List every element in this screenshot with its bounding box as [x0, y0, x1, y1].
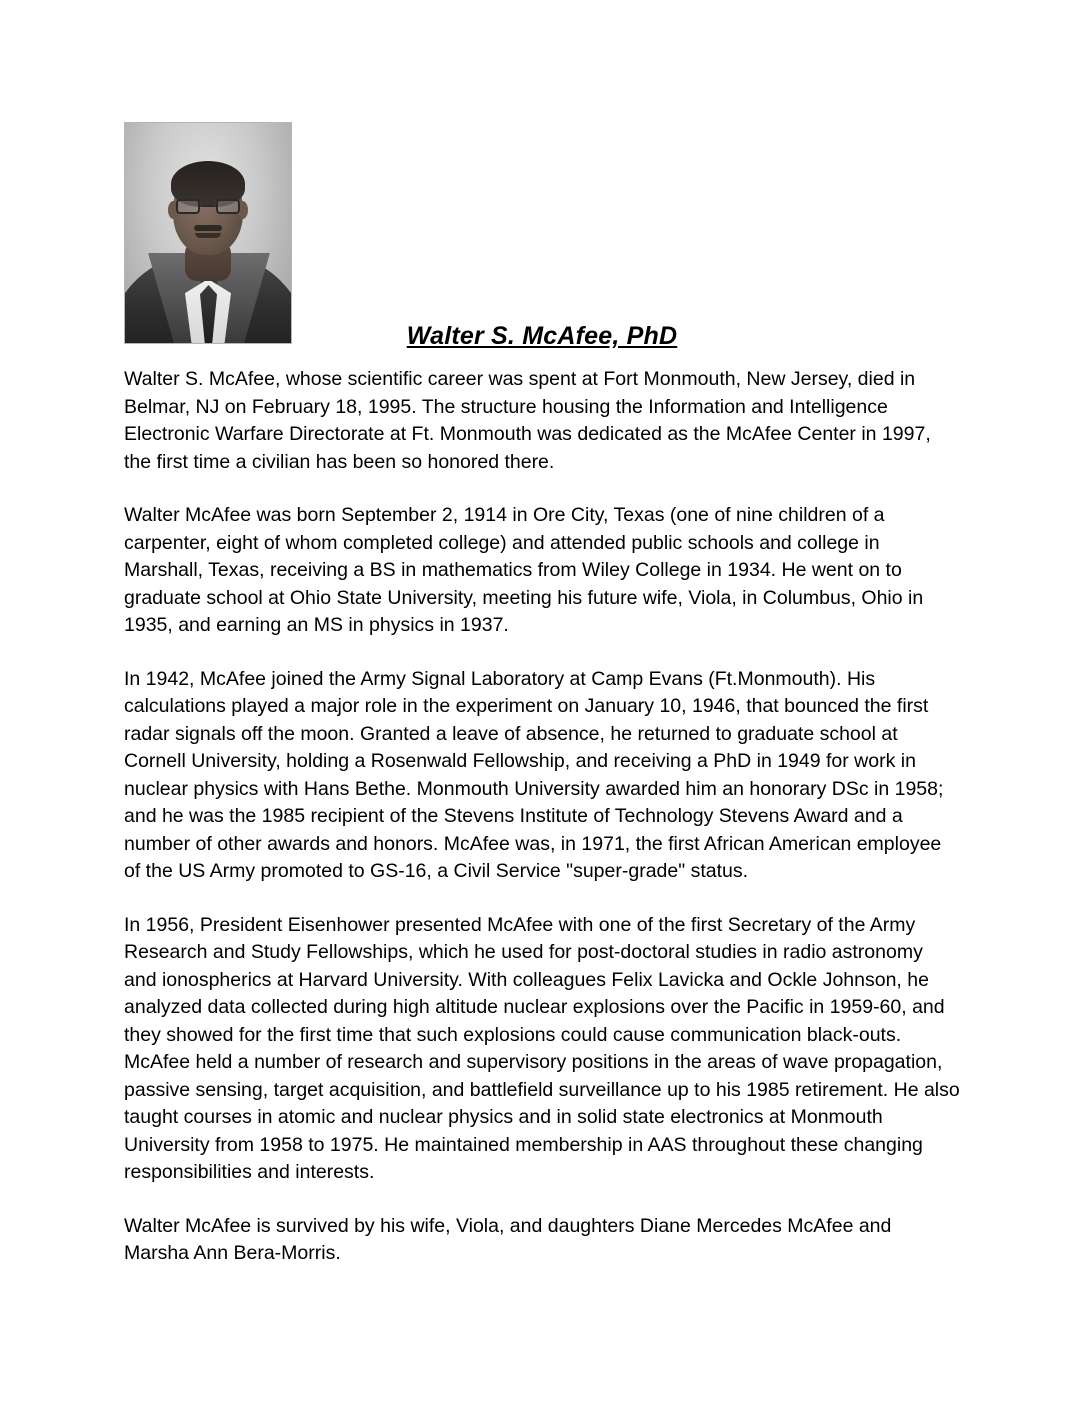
paragraph: In 1956, President Eisenhower presented McAfee with one of the first Secretary of the Army Research and Study Fellowships, which he used for post-doctoral studies in radio astronomy and ionospherics at Harvard University. With colleagues Felix Lavicka and Ockle Johnson, he analyzed data collected during high altitude nuclear explosions over the Pacific in 1959-60, and they showed for the first time that such explosions could cause communication black-outs. McAfee held a number of research and supervisory positions in the areas of wave propagation, passive sensing, target acquisition, and battlefield surveillance up to his 1985 retirement. He also taught courses in atomic and nuclear physics and in solid state electronics at Monmouth University from 1958 to 1975. He maintained membership in AAS throughout these changing responsibilities and interests. [124, 913, 960, 1183]
page-title: Walter S. McAfee, PhD [406, 322, 678, 350]
eyeglasses-icon [176, 199, 240, 215]
portrait-block [124, 122, 292, 344]
paragraph: Walter S. McAfee, whose scientific career was spent at Fort Monmouth, New Jersey, died in Belmar, NJ on February 18, 1995. The structure housing the Information and Intelligence Electronic Warfare Directorate at Ft. Monmouth was dedicated as the McAfee Center in 1997, the first time a civilian has been so honored there. [124, 368, 931, 473]
portrait-lens-left [176, 199, 200, 214]
portrait-moustache [194, 225, 222, 231]
portrait-container [124, 122, 960, 344]
portrait-lens-right [216, 199, 240, 214]
portrait-photo-walter-mcafee [124, 122, 292, 344]
paragraph: Walter McAfee is survived by his wife, Viola, and daughters Diane Mercedes McAfee and Marsha Ann Bera-Morris. [124, 1214, 892, 1264]
portrait-mouth [195, 233, 221, 238]
portrait-glasses-bridge [202, 205, 214, 207]
paragraph: In 1942, McAfee joined the Army Signal Laboratory at Camp Evans (Ft.Monmouth). His calculations played a major role in the experiment on January 10, 1946, that bounced the first radar signals off the moon. Granted a leave of absence, he returned to graduate school at Cornell University, holding a Rosenwald Fellowship, and receiving a PhD in 1949 for work in nuclear physics with Hans Bethe. Monmouth University awarded him an honorary DSc in 1958; and he was the 1985 recipient of the Stevens Institute of Technology Stevens Award and a number of other awards and honors. McAfee was, in 1971, the first African American employee of the US Army promoted to GS-16, a Civil Service "super-grade" status. [124, 667, 944, 882]
paragraph: Walter McAfee was born September 2, 1914 in Ore City, Texas (one of nine children of a carpenter, eight of whom completed college) and attended public schools and college in Marshall, Texas, receiving a BS in mathematics from Wiley College in 1934. He went on to graduate school at Ohio State University, meeting his future wife, Viola, in Columbus, Ohio in 1935, and earning an MS in physics in 1937. [124, 504, 924, 636]
document-body [124, 366, 960, 1268]
